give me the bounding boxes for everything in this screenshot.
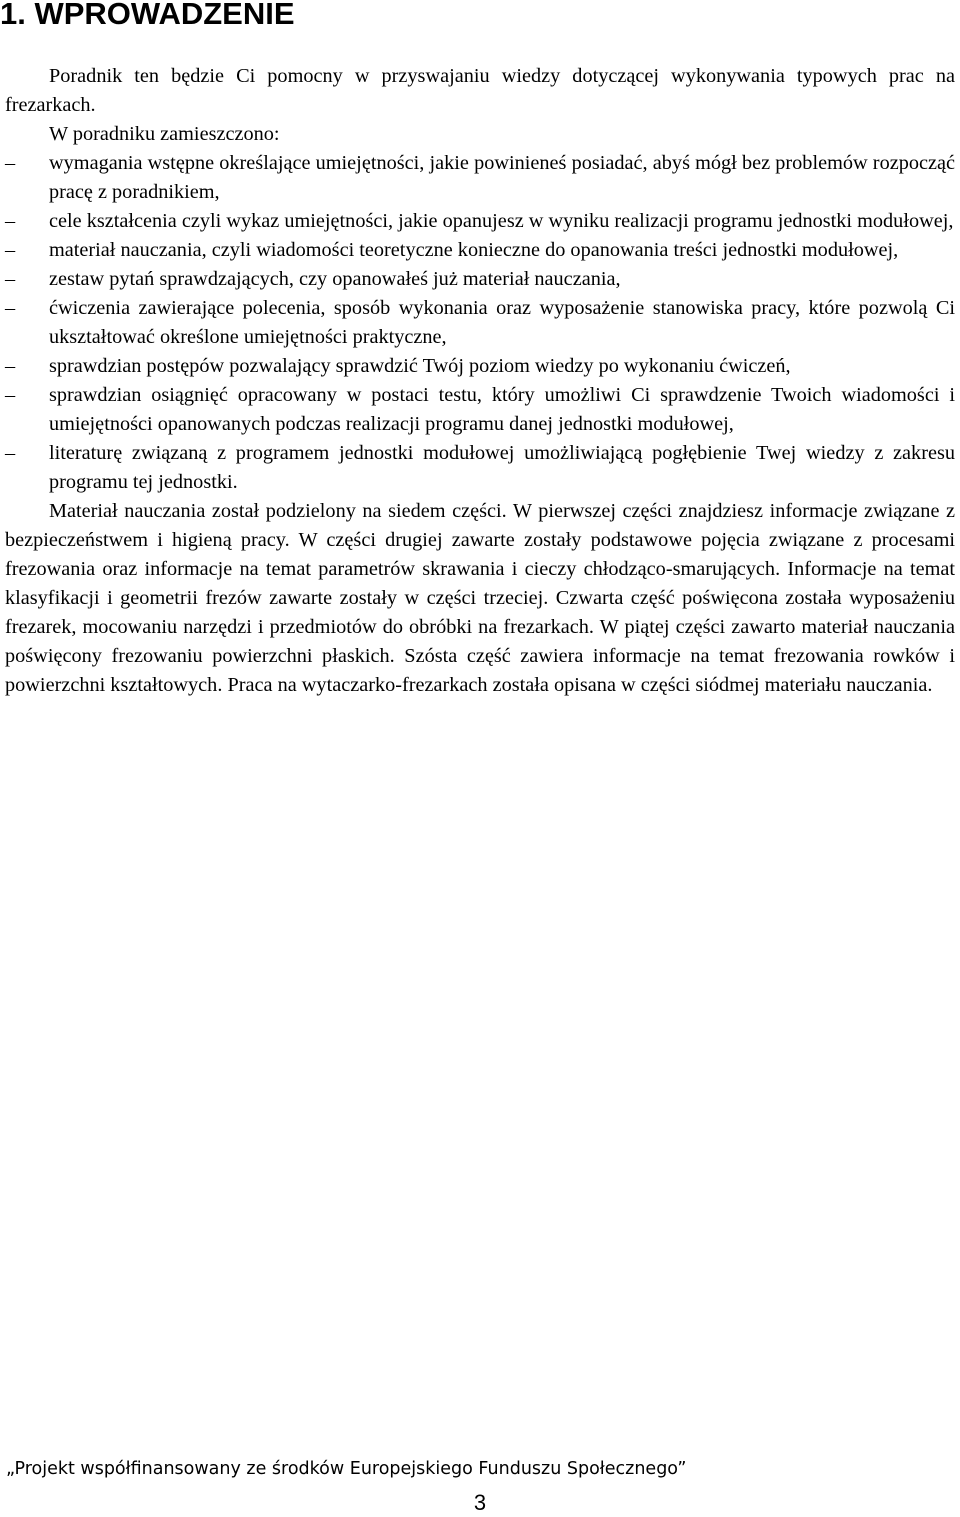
list-item: [5, 381, 955, 439]
list-item-text: zestaw pytań sprawdzających, czy opanowałeś już materiał nauczania,: [49, 268, 621, 290]
list-item: [5, 439, 955, 497]
intro-paragraph: Poradnik ten będzie Ci pomocny w przyswajaniu wiedzy dotyczącej wykonywania typowych prac na frezarkach.: [5, 65, 955, 116]
dash-marker: –: [5, 210, 16, 232]
page-number: 3: [473, 1490, 487, 1515]
list-item-text: ćwiczenia zawierające polecenia, sposób wykonania oraz wyposażenie stanowiska pracy, które pozwolą Ci ukształtować określone umiejętności praktyczne,: [49, 297, 955, 348]
list-item: [5, 352, 955, 381]
dash-marker: –: [5, 152, 16, 174]
funding-footer: „Projekt współfinansowany ze środków Europejskiego Funduszu Społecznego”: [6, 1459, 687, 1479]
section-heading: 1. WPROWADZENIE: [0, 0, 295, 31]
dash-marker: –: [5, 355, 16, 377]
list-item: [5, 149, 955, 207]
list-item: [5, 207, 955, 236]
dash-marker: –: [5, 268, 16, 290]
list-item-text: wymagania wstępne określające umiejętności, jakie powinieneś posiadać, abyś mógł bez problemów rozpocząć pracę z poradnikiem,: [49, 152, 955, 203]
dash-marker: –: [5, 384, 16, 406]
list-item: [5, 236, 955, 265]
document-body: [5, 62, 955, 700]
list-item-text: literaturę związaną z programem jednostki modułowej umożliwiającą pogłębienie Twej wiedzy z zakresu programu tej jednostki.: [49, 442, 955, 493]
dash-marker: –: [5, 239, 16, 261]
list-item-text: materiał nauczania, czyli wiadomości teoretyczne konieczne do opanowania treści jednostki modułowej,: [49, 239, 899, 261]
contents-intro: W poradniku zamieszczono:: [49, 123, 280, 145]
list-item-text: cele kształcenia czyli wykaz umiejętności, jakie opanujesz w wyniku realizacji programu jednostki modułowej,: [49, 210, 954, 232]
dash-marker: –: [5, 297, 16, 319]
list-item: [5, 294, 955, 352]
list-item-text: sprawdzian osiągnięć opracowany w postaci testu, który umożliwi Ci sprawdzenie Twoich wiadomości i umiejętności opanowanych podczas realizacji programu danej jednostki modułowej,: [49, 384, 955, 435]
dash-marker: –: [5, 442, 16, 464]
list-item-text: sprawdzian postępów pozwalający sprawdzić Twój poziom wiedzy po wykonaniu ćwiczeń,: [49, 355, 791, 377]
list-item: [5, 265, 955, 294]
contents-list: [5, 149, 955, 497]
summary-paragraph: Materiał nauczania został podzielony na siedem części. W pierwszej części znajdziesz informacje związane z bezpieczeństwem i higieną pracy. W części drugiej zawarte zostały podstawowe pojęcia związane z procesami frezowania oraz informacje na temat parametrów skrawania i cieczy chłodząco-smarujących. Informacje na temat klasyfikacji i geometrii frezów zawarte zostały w części trzeciej. Czwarta część poświęcona została wyposażeniu frezarek, mocowaniu narzędzi i przedmiotów do obróbki na frezarkach. W piątej części zawarto materiał nauczania poświęcony frezowaniu powierzchni płaskich. Szósta część zawiera informacje na temat frezowania rowków i powierzchni kształtowych. Praca na wytaczarko-frezarkach została opisana w części siódmej materiału nauczania.: [5, 500, 955, 696]
